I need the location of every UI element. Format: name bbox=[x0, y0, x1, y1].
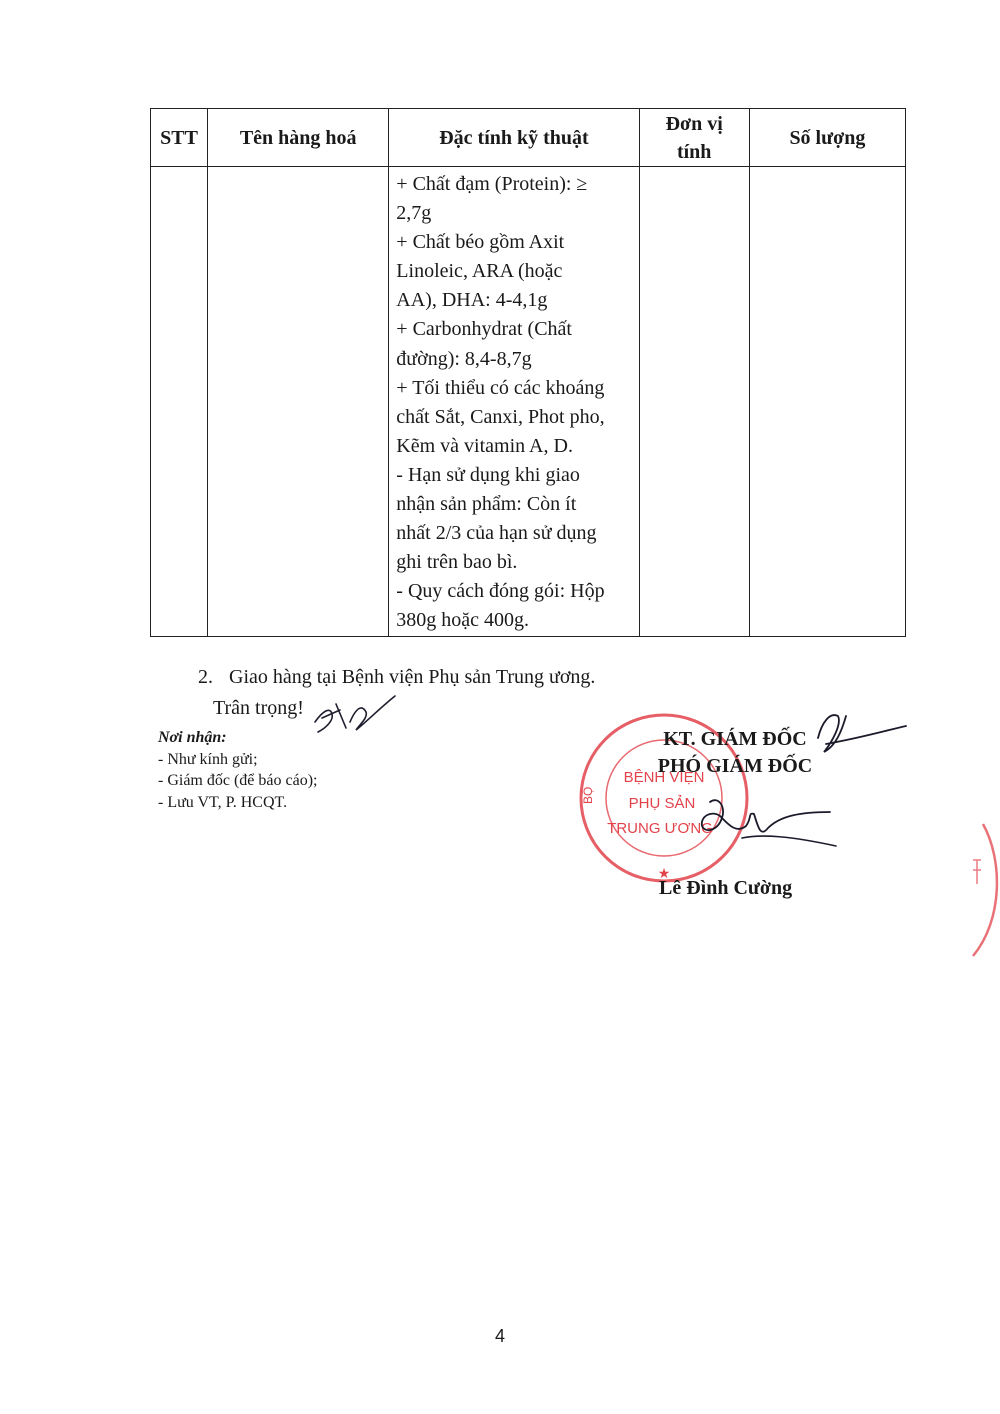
closing-text: Trân trọng! bbox=[213, 697, 304, 719]
recipients-title: Nơi nhận: bbox=[158, 729, 227, 746]
header-specification: Đặc tính kỹ thuật bbox=[389, 109, 639, 167]
list-item: - Giám đốc (để báo cáo); bbox=[158, 772, 318, 789]
spec-line: 380g hoặc 400g. bbox=[396, 609, 530, 632]
recipients-block bbox=[158, 727, 317, 813]
header-unit bbox=[639, 109, 749, 167]
cell-stt bbox=[151, 167, 208, 637]
cell-specification bbox=[389, 167, 639, 637]
spec-line: chất Sắt, Canxi, Phot pho, bbox=[396, 405, 605, 428]
signature-title-1: KT. GIÁM ĐỐC bbox=[663, 728, 807, 750]
specification-table bbox=[150, 108, 906, 637]
stamp-line-3: TRUNG ƯƠNG bbox=[607, 820, 713, 837]
stamp-side-text: BỘ bbox=[581, 786, 595, 804]
signature-block bbox=[640, 726, 830, 780]
list-item: - Lưu VT, P. HCQT. bbox=[158, 793, 288, 811]
signer-name: Lê Đình Cường bbox=[659, 877, 793, 899]
stamp-line-2: PHỤ SẢN bbox=[628, 795, 696, 812]
spec-line: - Quy cách đóng gói: Hộp bbox=[396, 580, 605, 603]
spec-line: ghi trên bao bì. bbox=[396, 551, 518, 574]
spec-line: + Tối thiểu có các khoáng bbox=[396, 376, 605, 399]
spec-line: đường): 8,4-8,7g bbox=[396, 347, 532, 370]
signature-title-2: PHÓ GIÁM ĐỐC bbox=[657, 755, 813, 777]
star-icon: ★ bbox=[657, 867, 671, 882]
header-stt: STT bbox=[151, 109, 208, 167]
spec-line: - Hạn sử dụng khi giao bbox=[396, 463, 580, 486]
stamp-line-1: BỆNH VIỆN bbox=[623, 769, 705, 786]
spec-line: Kẽm và vitamin A, D. bbox=[396, 434, 573, 457]
header-quantity: Số lượng bbox=[749, 109, 905, 167]
table-header-row bbox=[151, 109, 906, 167]
spec-line: + Chất béo gồm Axit bbox=[396, 231, 565, 254]
cell-quantity bbox=[749, 167, 905, 637]
list-item: - Như kính gửi; bbox=[158, 750, 258, 768]
spec-line: 2,7g bbox=[396, 202, 432, 225]
delivery-text: Giao hàng tại Bệnh viện Phụ sản Trung ương. bbox=[229, 666, 596, 688]
recipients-list bbox=[158, 749, 317, 814]
cell-item-name bbox=[208, 167, 389, 637]
cell-unit bbox=[639, 167, 749, 637]
specification-lines bbox=[389, 167, 638, 636]
spec-line: nhận sản phẩm: Còn ít bbox=[396, 493, 577, 516]
spec-line: Linoleic, ARA (hoặc bbox=[396, 260, 563, 283]
spec-line: + Chất đạm (Protein): ≥ bbox=[396, 173, 588, 195]
delivery-number: 2. bbox=[198, 666, 213, 688]
spec-line: + Carbonhydrat (Chất bbox=[396, 318, 572, 341]
spec-line: AA), DHA: 4-4,1g bbox=[396, 289, 548, 312]
spec-line: nhất 2/3 của hạn sử dụng bbox=[396, 522, 597, 545]
page-number: 4 bbox=[494, 1326, 505, 1346]
delivery-note bbox=[198, 666, 595, 689]
header-unit-line1: Đơn vị bbox=[665, 112, 723, 135]
header-item-name: Tên hàng hoá bbox=[208, 109, 389, 167]
table-row bbox=[151, 167, 906, 637]
header-unit-line2: tính bbox=[676, 140, 712, 163]
partial-stamp bbox=[955, 820, 1000, 960]
